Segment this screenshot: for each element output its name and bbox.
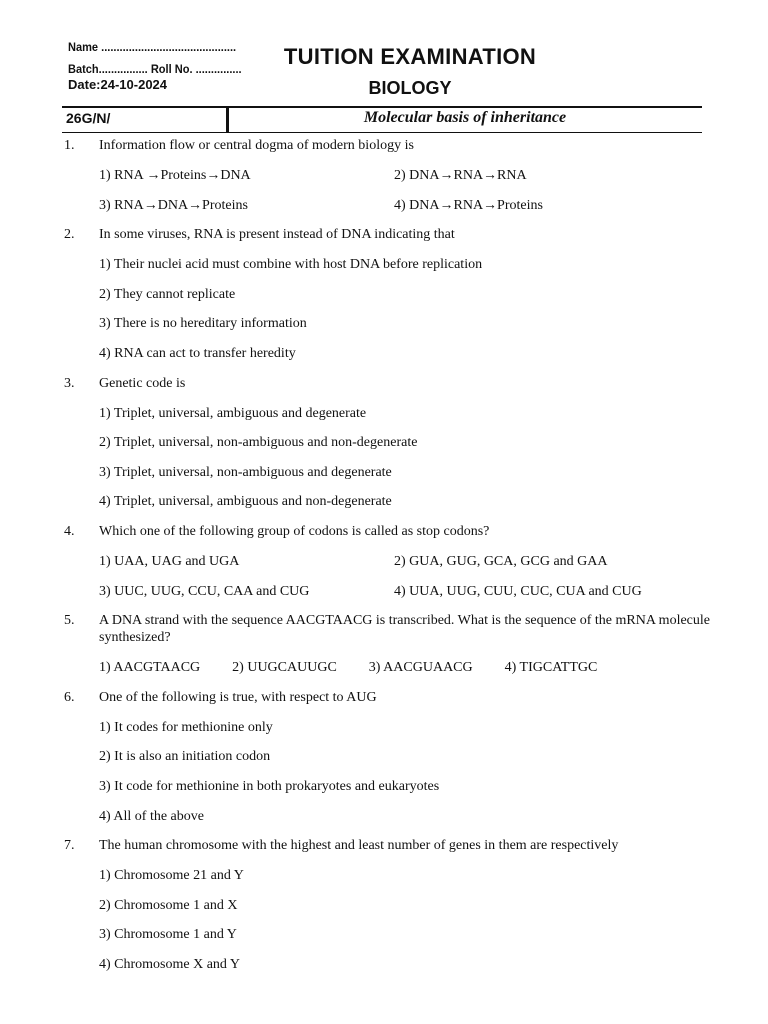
option: 2) Chromosome 1 and X bbox=[99, 897, 238, 913]
option: 3) Triplet, universal, non-ambiguous and degenerate bbox=[99, 464, 392, 480]
subject-title: BIOLOGY bbox=[368, 78, 452, 98]
option: 3) There is no hereditary information bbox=[99, 316, 307, 332]
option: 4) Triplet, universal, ambiguous and non-degenerate bbox=[99, 494, 392, 510]
option: 3) RNA→DNA→Proteins bbox=[99, 197, 248, 213]
question-1 bbox=[64, 137, 714, 214]
option: 2) DNA→RNA→RNA bbox=[394, 168, 527, 183]
question-5 bbox=[64, 612, 714, 676]
question-text: Genetic code is bbox=[99, 375, 186, 391]
question-text: Information flow or central dogma of modern biology is bbox=[99, 138, 414, 153]
question-text: One of the following is true, with respect to AUG bbox=[99, 689, 377, 705]
option: 2) They cannot replicate bbox=[99, 286, 236, 302]
option: 4) DNA→RNA→Proteins bbox=[394, 197, 543, 213]
option: 2) It is also an initiation codon bbox=[99, 749, 271, 765]
option: 1) UAA, UAG and UGA bbox=[99, 553, 240, 569]
question-2 bbox=[64, 226, 714, 362]
option: 2) GUA, GUG, GCA, GCG and GAA bbox=[394, 553, 608, 569]
option: 3) It code for methionine in both prokaryotes and eukaryotes bbox=[99, 778, 440, 794]
question-6 bbox=[64, 689, 714, 825]
question-number: 4. bbox=[64, 523, 75, 539]
option: 2) UUGCAUUGC bbox=[232, 660, 337, 676]
option: 3) UUC, UUG, CCU, CAA and CUG bbox=[99, 583, 310, 599]
question-number: 1. bbox=[64, 138, 75, 153]
question-text: A DNA strand with the sequence AACGTAACG is transcribed. What is the sequence of the mRNA molecule synthesized? bbox=[99, 613, 710, 646]
option: 3) Chromosome 1 and Y bbox=[99, 927, 237, 943]
question-7 bbox=[64, 837, 714, 973]
name-field-label: Name ............................................ bbox=[68, 40, 237, 54]
question-list bbox=[64, 137, 714, 985]
batch-roll-label: Batch................ Roll No. ............... bbox=[68, 62, 242, 76]
option: 4) TIGCATTGC bbox=[504, 660, 598, 676]
option: 4) All of the above bbox=[99, 808, 204, 824]
question-4 bbox=[64, 523, 714, 600]
exam-date: Date:24-10-2024 bbox=[68, 77, 168, 92]
option: 3) AACGUAACG bbox=[368, 660, 473, 676]
question-text: Which one of the following group of codons is called as stop codons? bbox=[99, 523, 490, 539]
option: 1) AACGTAACG bbox=[99, 660, 201, 676]
question-number: 6. bbox=[64, 689, 75, 705]
question-number: 3. bbox=[64, 375, 75, 391]
option: 2) Triplet, universal, non-ambiguous and non-degenerate bbox=[99, 435, 418, 451]
topic-bar bbox=[62, 106, 702, 133]
option: 1) RNA →Proteins→DNA bbox=[99, 168, 251, 183]
topic-title: Molecular basis of inheritance bbox=[363, 109, 567, 126]
paper-code: 26G/N/ bbox=[66, 110, 111, 126]
exam-title: TUITION EXAMINATION bbox=[283, 44, 537, 69]
question-number: 5. bbox=[64, 613, 75, 629]
option: 1) Triplet, universal, ambiguous and degenerate bbox=[99, 405, 367, 421]
option: 1) Their nuclei acid must combine with host DNA before replication bbox=[99, 257, 483, 273]
option: 4) Chromosome X and Y bbox=[99, 956, 241, 972]
question-number: 2. bbox=[64, 227, 75, 243]
option: 1) Chromosome 21 and Y bbox=[99, 868, 244, 884]
option: 4) UUA, UUG, CUU, CUC, CUA and CUG bbox=[394, 583, 642, 599]
option: 4) RNA can act to transfer heredity bbox=[99, 345, 296, 361]
question-text: In some viruses, RNA is present instead of DNA indicating that bbox=[99, 227, 455, 243]
question-text: The human chromosome with the highest and least number of genes in them are respectively bbox=[99, 838, 619, 854]
question-number: 7. bbox=[64, 838, 75, 854]
student-info-block bbox=[68, 36, 257, 96]
question-3 bbox=[64, 375, 714, 511]
option: 1) It codes for methionine only bbox=[99, 719, 273, 735]
